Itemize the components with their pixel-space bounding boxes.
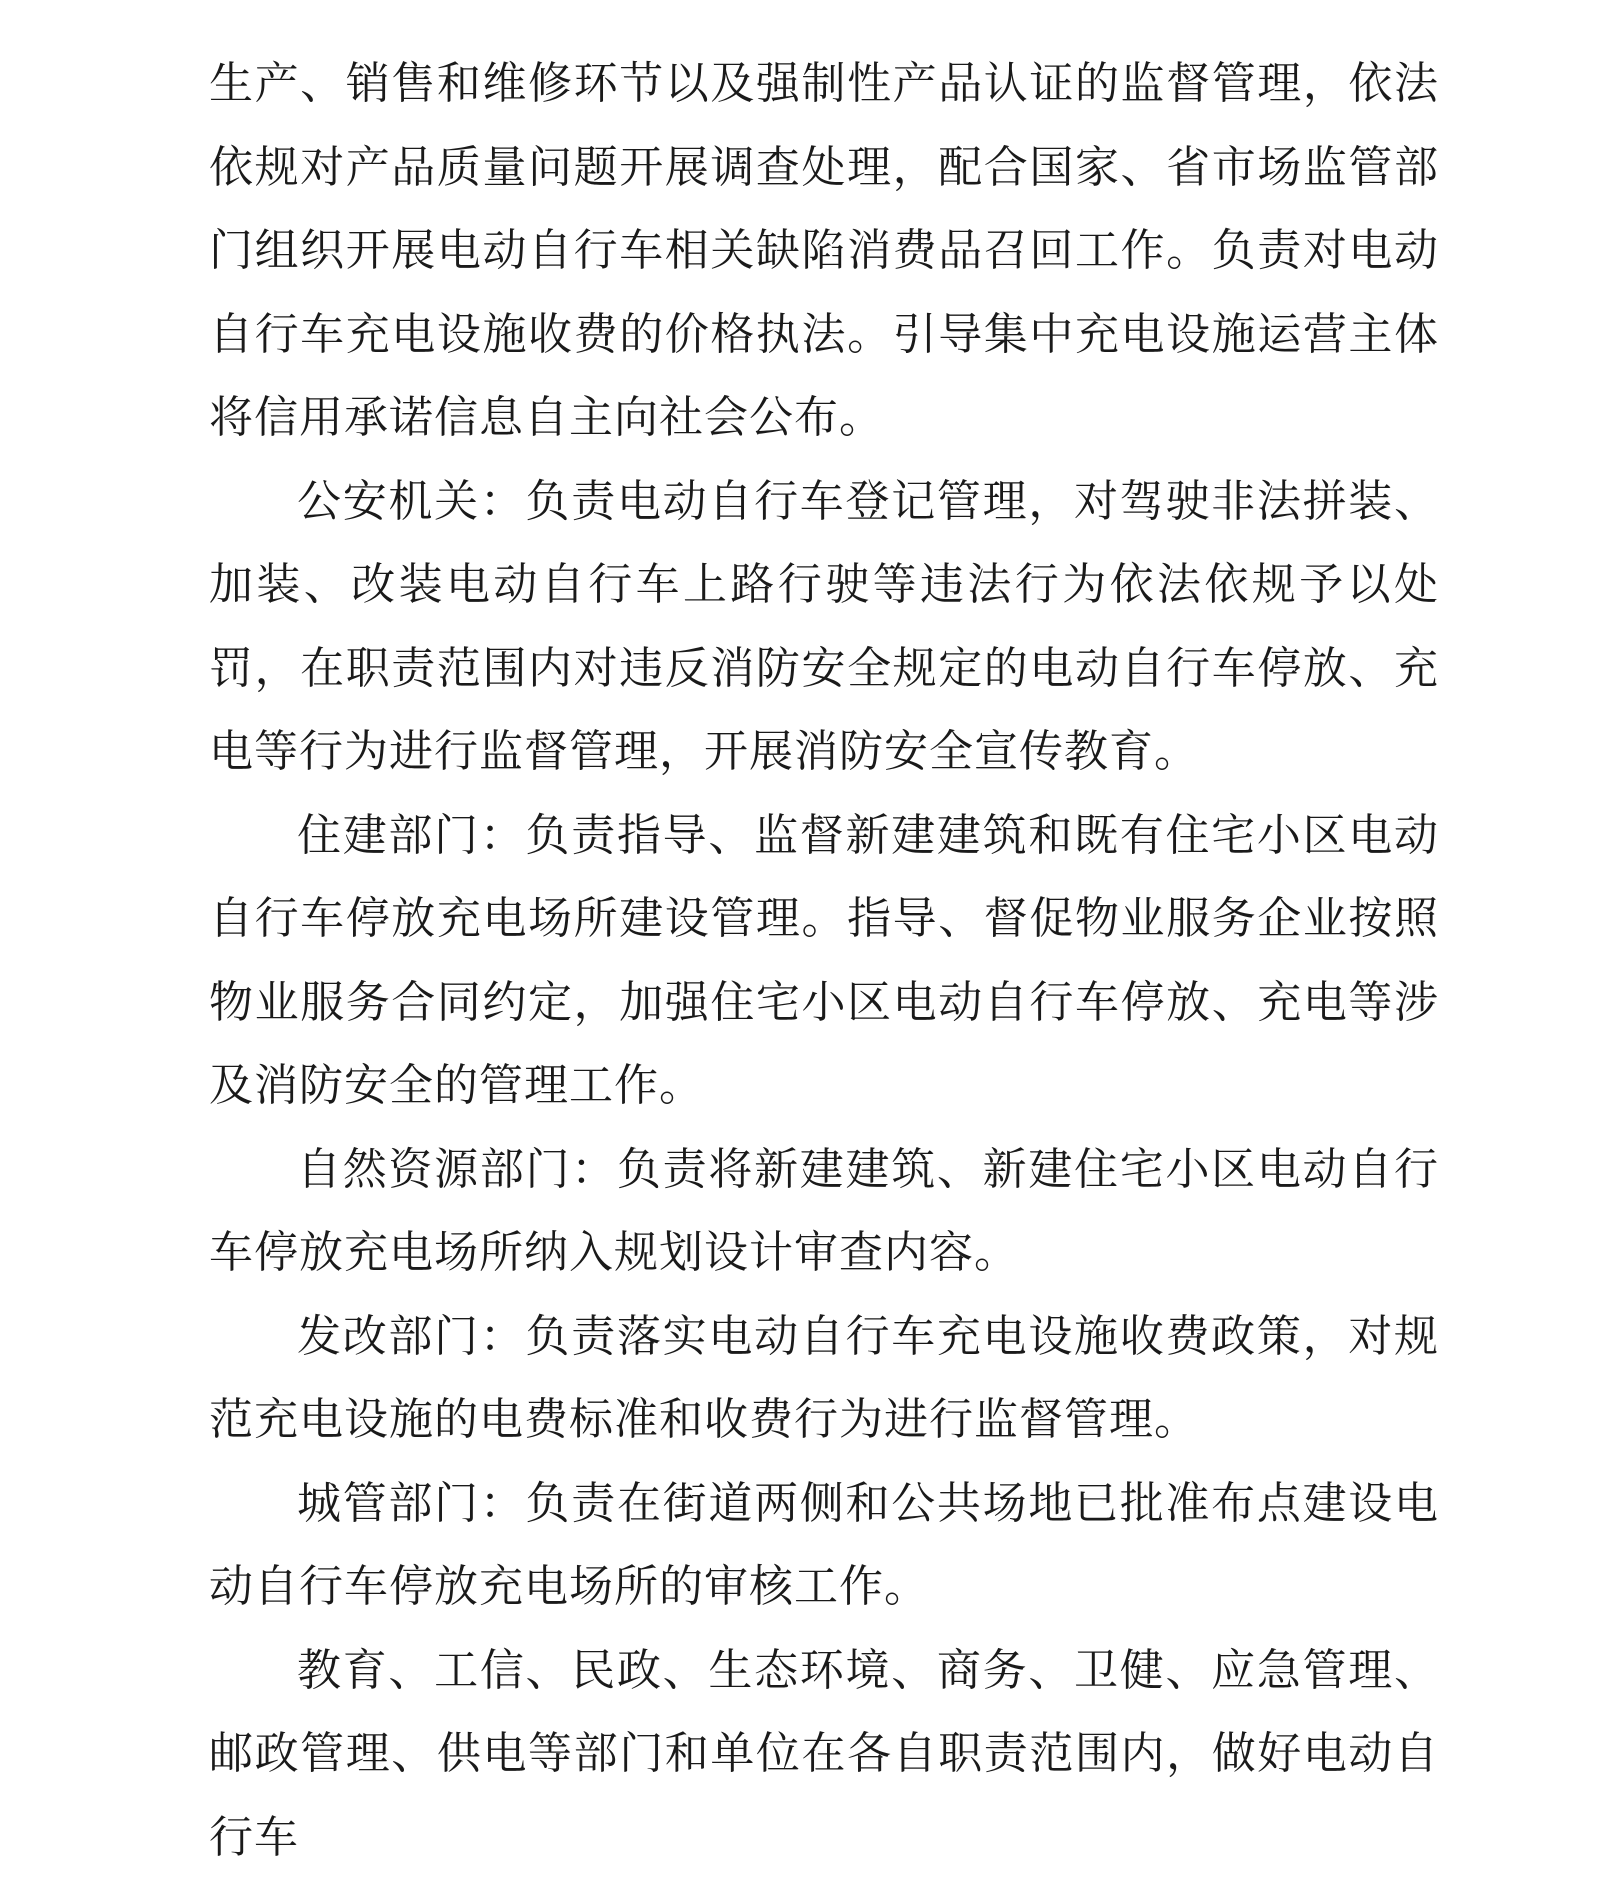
- paragraph-housing-construction: 住建部门：负责指导、监督新建建筑和既有住宅小区电动自行车停放充电场所建设管理。指导、督促物业服务企业按照物业服务合同约定，加强住宅小区电动自行车停放、充电等涉及消防安全的管理工作。: [209, 794, 1439, 1128]
- paragraph-market-supervision-continued: 生产、销售和维修环节以及强制性产品认证的监督管理，依法依规对产品质量问题开展调查处理，配合国家、省市场监管部门组织开展电动自行车相关缺陷消费品召回工作。负责对电动自行车充电设施收费的价格执法。引导集中充电设施运营主体将信用承诺信息自主向社会公布。: [209, 42, 1439, 460]
- paragraph-urban-management: 城管部门：负责在街道两侧和公共场地已批准布点建设电动自行车停放充电场所的审核工作。: [209, 1462, 1439, 1629]
- paragraph-other-departments: 教育、工信、民政、生态环境、商务、卫健、应急管理、邮政管理、供电等部门和单位在各自职责范围内，做好电动自行车: [209, 1629, 1439, 1879]
- document-body: [209, 42, 1439, 1879]
- paragraph-natural-resources: 自然资源部门：负责将新建建筑、新建住宅小区电动自行车停放充电场所纳入规划设计审查内容。: [209, 1128, 1439, 1295]
- paragraph-development-reform: 发改部门：负责落实电动自行车充电设施收费政策，对规范充电设施的电费标准和收费行为进行监督管理。: [209, 1295, 1439, 1462]
- paragraph-public-security: 公安机关：负责电动自行车登记管理，对驾驶非法拼装、加装、改装电动自行车上路行驶等违法行为依法依规予以处罚，在职责范围内对违反消防安全规定的电动自行车停放、充电等行为进行监督管理，开展消防安全宣传教育。: [209, 460, 1439, 794]
